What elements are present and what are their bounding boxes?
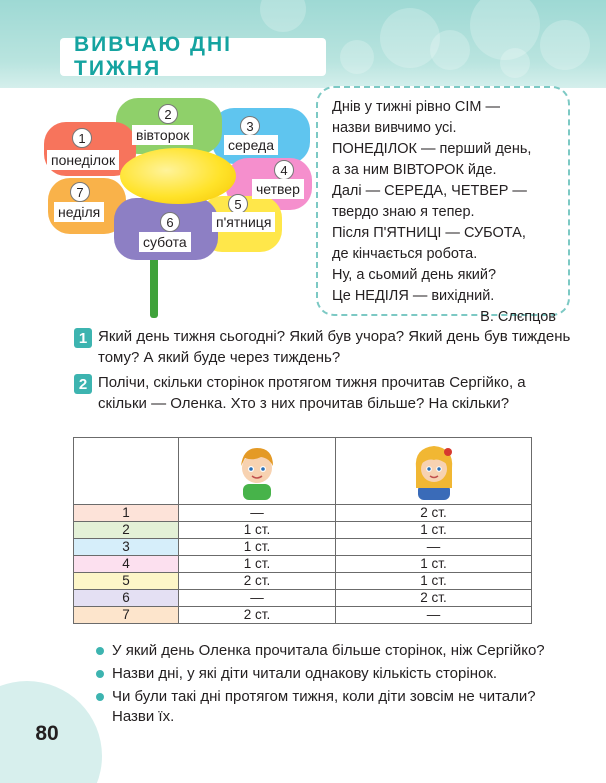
sergiy-cell: 2 ст.: [179, 573, 336, 590]
petal-label-friday: п'ятниця: [212, 212, 275, 232]
poem-line: твердо знаю я тепер.: [332, 204, 475, 220]
question-text: У який день Оленка прочитала більше сторінок, ніж Сергійко?: [112, 642, 545, 659]
girl-avatar-icon: [408, 438, 460, 500]
petal-number: 5: [228, 194, 248, 214]
poem-line: Далі — СЕРЕДА, ЧЕТВЕР —: [332, 183, 527, 199]
task-number-badge: 2: [74, 374, 92, 394]
poem-line: ПОНЕДІЛОК — перший день,: [332, 141, 532, 157]
table-row: [74, 505, 532, 522]
petal-label-wednesday: середа: [224, 135, 278, 155]
task-text: Полічи, скільки сторінок протягом тижня прочитав Сергійко, а скільки — Оленка. Хто з них прочитав більше? На скільки?: [98, 374, 526, 412]
poem-author: В. Слєпцов: [480, 309, 556, 325]
petal-number: 2: [158, 104, 178, 124]
poem-line: Ну, а сьомий день який?: [332, 267, 497, 283]
olenka-cell: 1 ст.: [336, 573, 532, 590]
page-number: 80: [35, 722, 59, 745]
table-row: [74, 590, 532, 607]
day-cell: 3: [74, 539, 179, 556]
sergiy-cell: —: [179, 505, 336, 522]
table-row: [74, 539, 532, 556]
title-box: [60, 33, 326, 80]
day-cell: 7: [74, 607, 179, 624]
petal-number: 7: [70, 182, 90, 202]
petal-label-monday: понеділок: [47, 150, 119, 170]
task-2: [74, 372, 574, 414]
poem-line: де кінчається робота.: [332, 246, 478, 262]
flower-center: [120, 148, 236, 204]
list-item: [96, 687, 576, 727]
header-girl-cell: [336, 438, 532, 505]
poem-box: [316, 86, 570, 325]
petal-label-thursday: четвер: [252, 179, 304, 199]
poem-line: назви вивчимо усі.: [332, 120, 457, 136]
poem-line: а за ним ВІВТОРОК йде.: [332, 162, 497, 178]
petal-label-sunday: неділя: [54, 202, 104, 222]
list-item: [96, 664, 576, 684]
poem-line: Після П'ЯТНИЦІ — СУБОТА,: [332, 225, 526, 241]
sergiy-cell: —: [179, 590, 336, 607]
table-header-row: [74, 438, 532, 505]
header-empty-cell: [74, 438, 179, 505]
sergiy-cell: 1 ст.: [179, 522, 336, 539]
day-cell: 2: [74, 522, 179, 539]
header-boy-cell: [179, 438, 336, 505]
task-number-badge: 1: [74, 328, 92, 348]
bullet-dot-icon: [96, 693, 104, 701]
question-text: Назви дні, у які діти читали однакову кількість сторінок.: [112, 665, 498, 682]
table-row: [74, 522, 532, 539]
petal-number: 3: [240, 116, 260, 136]
task-1: [74, 326, 574, 368]
petal-number: 6: [160, 212, 180, 232]
poem-line: Днів у тижні рівно СІМ —: [332, 99, 500, 115]
boy-avatar-icon: [231, 438, 283, 500]
page-title: ВИВЧАЮ ДНІ ТИЖНЯ: [74, 33, 232, 80]
day-cell: 5: [74, 573, 179, 590]
olenka-cell: —: [336, 539, 532, 556]
day-cell: 6: [74, 590, 179, 607]
petal-number: 4: [274, 160, 294, 180]
poem-line: Це НЕДІЛЯ — вихідний.: [332, 288, 495, 304]
reading-table: [73, 437, 532, 624]
bullet-dot-icon: [96, 670, 104, 678]
table-row: [74, 607, 532, 624]
petal-label-tuesday: вівторок: [132, 125, 193, 145]
day-cell: 4: [74, 556, 179, 573]
sergiy-cell: 1 ст.: [179, 539, 336, 556]
olenka-cell: 2 ст.: [336, 590, 532, 607]
task-text: Який день тижня сьогодні? Який був учора? Який день був тиждень тому? А який буде через тиждень?: [98, 328, 571, 366]
table-row: [74, 573, 532, 590]
sergiy-cell: 2 ст.: [179, 607, 336, 624]
question-text: Чи були такі дні протягом тижня, коли діти зовсім не читали? Назви їх.: [112, 688, 536, 725]
petal-number: 1: [72, 128, 92, 148]
table-row: [74, 556, 532, 573]
list-item: [96, 641, 576, 661]
petal-label-saturday: субота: [139, 232, 191, 252]
bullet-dot-icon: [96, 647, 104, 655]
question-list: [96, 641, 576, 730]
sergiy-cell: 1 ст.: [179, 556, 336, 573]
olenka-cell: —: [336, 607, 532, 624]
olenka-cell: 1 ст.: [336, 556, 532, 573]
day-cell: 1: [74, 505, 179, 522]
olenka-cell: 2 ст.: [336, 505, 532, 522]
olenka-cell: 1 ст.: [336, 522, 532, 539]
